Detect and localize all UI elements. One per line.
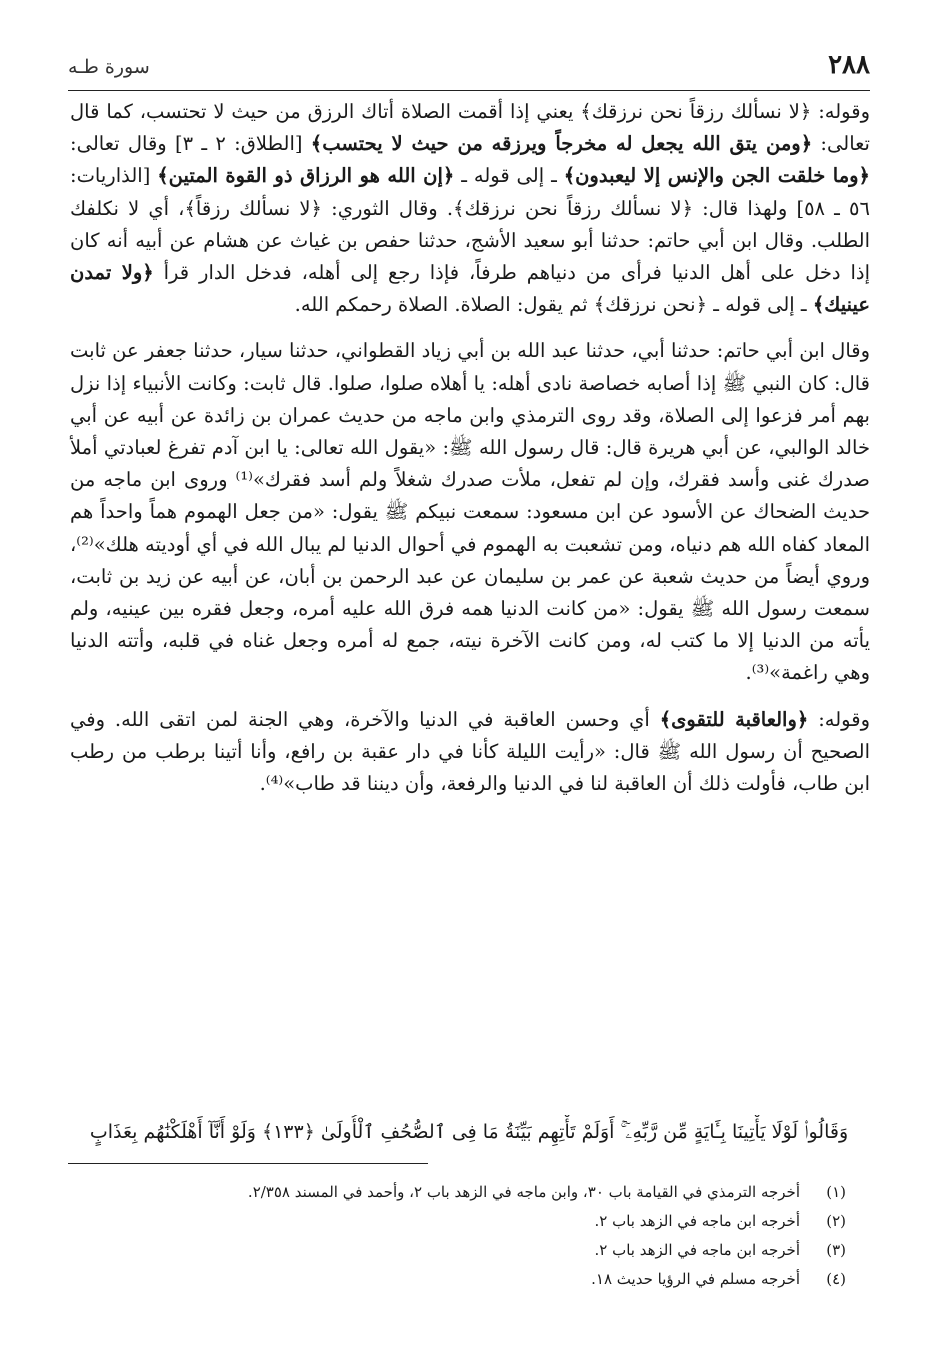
p1-text-c: ـ إلى قوله ـ: [454, 164, 564, 188]
quran-verse-line: وَقَالُوا۟ لَوْلَا يَأْتِينَا بِـَٔايَةٍ مِّن رَّبِّهِۦٓ ۚ أَوَلَمْ تَأْتِهِم بَيِّنَةُ مَا فِى ٱلصُّحُفِ ٱلْأُولَىٰ ﴿١٣٣﴾ وَلَوْ أَنَّآ أَهْلَكْنَٰهُم بِعَذَابٍ: [89, 1121, 849, 1143]
p3-text-b: أي وحسن العاقبة في الدنيا والآخرة، وهي الجنة لمن اتقى الله. وفي الصحيح أن رسول الله ﷺ قال: «رأيت الليلة كأنا في دار عقبة بن رافع، وأنا أتينا برطب من رطب ابن طاب، فأولت ذلك أن العاقبة لنا في الدنيا والرفعة، وأن ديننا قد طاب»⁽⁴⁾.: [70, 707, 870, 796]
footnote-item: [68, 1178, 846, 1207]
surah-name: سورة طـه: [68, 56, 150, 78]
p3-verse: ﴿والعاقبة للتقوى﴾: [659, 707, 809, 731]
main-text: [70, 96, 870, 800]
paragraph-3: [70, 704, 870, 801]
p1-verse-talaq: ﴿ومن يتق الله يجعل له مخرجاً ويرزقه من حيث لا يحتسب﴾: [310, 132, 813, 156]
footnote-item: [68, 1236, 846, 1265]
p1-text-b: [الطلاق: ٢ ـ ٣] وقال تعالى:: [70, 132, 311, 156]
header-divider: [68, 90, 870, 91]
footnote-number: (٣): [826, 1241, 846, 1259]
footnote-divider: [68, 1163, 428, 1164]
paragraph-1: [70, 96, 870, 321]
footnote-text: أخرجه ابن ماجه في الزهد باب ٢.: [594, 1241, 800, 1259]
page-number: ٢٨٨: [828, 50, 870, 80]
footnote-text: أخرجه ابن ماجه في الزهد باب ٢.: [594, 1212, 800, 1230]
page-header: [68, 50, 870, 80]
p1-text-e: ـ إلى قوله ـ ﴿نحن نرزقك﴾ ثم يقول: الصلاة. الصلاة رحمكم الله.: [294, 293, 813, 317]
footnote-text: أخرجه الترمذي في القيامة باب ٣٠، وابن ماجه في الزهد باب ٢، وأحمد في المسند ٢/٣٥٨.: [247, 1183, 800, 1201]
p1-text-d: [الذاريات: ٥٦ ـ ٥٨] ولهذا قال: ﴿لا نسألك رزقاً نحن نرزقك﴾. وقال الثوري: ﴿لا نسألك رزقاً﴾، أي لا نكلفك الطلب. وقال ابن أبي حاتم: حدثنا أبو سعيد الأشج، حدثنا حفص بن غياث عن هشام عن أبيه أنه كان إذا دخل على أهل الدنيا فرأى من دنياهم طرفاً، فإذا رجع إلى أهله، فدخل الدار قرأ: [70, 164, 870, 285]
paragraph-2: وقال ابن أبي حاتم: حدثنا أبي، حدثنا عبد الله بن أبي زياد القطواني، حدثنا سيار، حدثنا جعفر عن ثابت قال: كان النبي ﷺ إذا أصابه خصاصة نادى أهله: يا أهلاه صلوا، صلوا. قال ثابت: وكانت الأنبياء إذا نزل بهم أمر فزعوا إلى الصلاة، وقد روى الترمذي وابن ماجه من حديث عمران بن زائدة عن أبيه عن أبي خالد الوالبي، عن أبي هريرة قال: قال رسول الله ﷺ: «يقول الله تعالى: يا ابن آدم تفرغ لعبادتي أملأ صدرك غنى وأسد فقرك، وإن لم تفعل، ملأت صدرك شغلاً ولم أسد فقرك»⁽¹⁾ وروى ابن ماجه من حديث الضحاك عن الأسود عن ابن مسعود: سمعت نبيكم ﷺ يقول: «من جعل الهموم هماً واحداً هم المعاد كفاه الله هم دنياه، ومن تشعبت به الهموم في أحوال الدنيا لم يبال الله في أي أوديته هلك»⁽²⁾، وروي أيضاً من حديث شعبة عن عمر بن سليمان عن عبد الرحمن بن أبان، عن أبيه عن زيد بن ثابت، سمعت رسول الله ﷺ يقول: «من كانت الدنيا همه فرق الله عليه أمره، وجعل فقره بين عينيه، ولم يأته من الدنيا إلا ما كتب له، ومن كانت الآخرة نيته، جمع له أمره وجعل غناه في قلبه، وأتته الدنيا وهي راغمة»⁽³⁾.: [70, 339, 870, 685]
footnote-number: (٢): [826, 1212, 846, 1230]
footnotes: [68, 1178, 846, 1294]
footnote-number: (١): [826, 1183, 846, 1201]
p1-verse-dhariyat-1: ﴿وما خلقت الجن والإنس إلا ليعبدون﴾: [563, 164, 870, 188]
footnote-text: أخرجه مسلم في الرؤيا حديث ١٨.: [591, 1270, 800, 1288]
footnote-item: [68, 1207, 846, 1236]
p3-text-a: وقوله:: [808, 707, 870, 731]
p1-text-a: وقوله: ﴿لا نسألك رزقاً نحن نرزقك﴾ يعني إذا أقمت الصلاة أتاك الرزق من حيث لا تحتسب، كما قال تعالى:: [70, 100, 870, 156]
footnote-item: [68, 1265, 846, 1294]
p1-verse-dhariyat-2: ﴿إن الله هو الرزاق ذو القوة المتين﴾: [157, 164, 455, 188]
footnote-number: (٤): [826, 1270, 846, 1288]
p1-verse-taha: ﴿ولا تمدن عينيك﴾: [70, 261, 870, 317]
